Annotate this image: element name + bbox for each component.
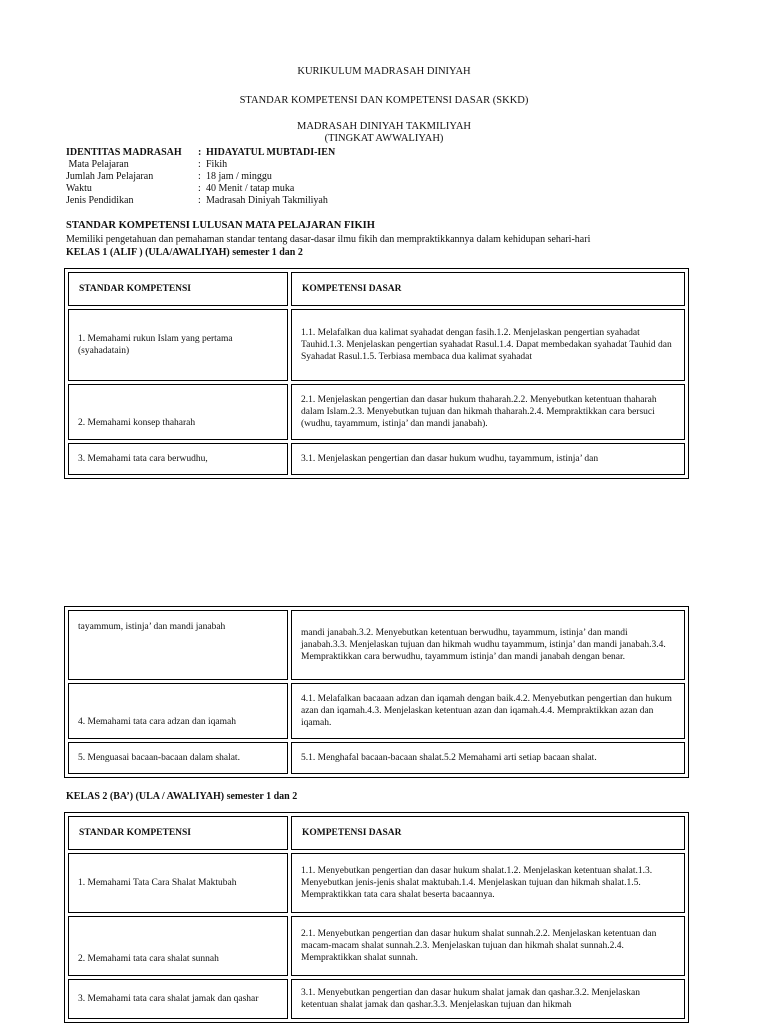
identity-value: HIDAYATUL MUBTADI-IEN — [206, 147, 336, 158]
identity-label: Mata Pelajaran — [66, 159, 129, 170]
table-row — [68, 384, 685, 440]
identity-row — [66, 183, 335, 195]
kelas1-table — [64, 268, 689, 479]
sk-cell: 1. Memahami Tata Cara Shalat Maktubah — [68, 853, 288, 913]
kelas1-table-continued — [64, 606, 689, 778]
kelas2-title: KELAS 2 (BA’) (ULA / AWALIYAH) semester 1 dan 2 — [66, 791, 298, 802]
skl-title: STANDAR KOMPETENSI LULUSAN MATA PELAJARAN FIKIH — [66, 220, 375, 231]
table-row — [68, 610, 685, 680]
table-header-row — [68, 816, 685, 850]
doc-title: KURIKULUM MADRASAH DINIYAH — [297, 66, 471, 77]
identity-label: Jenis Pendidikan — [66, 195, 134, 206]
identity-sep: : — [198, 159, 201, 170]
identity-label: IDENTITAS MADRASAH — [66, 147, 182, 158]
identity-value: 40 Menit / tatap muka — [206, 183, 295, 194]
skl-description: Memiliki pengetahuan dan pemahaman standar tentang dasar-dasar ilmu fikih dan mempraktikkannya dalam kehidupan sehari-hari — [66, 234, 591, 245]
kd-cell: 2.1. Menyebutkan pengertian dan dasar hukum shalat sunnah.2.2. Menjelaskan ketentuan dan macam-macam shalat sunnah.2.3. Menjelaskan tujuan dan hikmah shalat sunnah.2.4. Mempraktikkan shalat sunnah. — [291, 916, 685, 976]
table-row — [68, 683, 685, 739]
table-header-row — [68, 272, 685, 306]
sk-cell: 5. Menguasai bacaan-bacaan dalam shalat. — [68, 742, 288, 774]
identity-sep: : — [198, 147, 202, 158]
table-row — [68, 916, 685, 976]
identity-sep: : — [198, 183, 201, 194]
kd-cell: 3.1. Menjelaskan pengertian dan dasar hukum wudhu, tayammum, istinja’ dan — [291, 443, 685, 475]
doc-subtitle: STANDAR KOMPETENSI DAN KOMPETENSI DASAR (SKKD) — [239, 95, 529, 106]
kd-cell: 5.1. Menghafal bacaan-bacaan shalat.5.2 Memahami arti setiap bacaan shalat. — [291, 742, 685, 774]
level-name: (TINGKAT AWWALIYAH) — [324, 133, 444, 144]
sk-cell: 2. Memahami konsep thaharah — [68, 384, 288, 440]
header-cell-kd: KOMPETENSI DASAR — [291, 816, 685, 850]
sk-cell: 4. Memahami tata cara adzan dan iqamah — [68, 683, 288, 739]
institution-name: MADRASAH DINIYAH TAKMILIYAH — [297, 121, 471, 132]
table-row — [68, 853, 685, 913]
identity-row — [66, 159, 335, 171]
header-cell-kd: KOMPETENSI DASAR — [291, 272, 685, 306]
sk-cell: 2. Memahami tata cara shalat sunnah — [68, 916, 288, 976]
kd-cell: 1.1. Menyebutkan pengertian dan dasar hukum shalat.1.2. Menjelaskan ketentuan shalat.1.3. Menyebutkan jenis-jenis shalat maktubah.1.4. Menjelaskan tujuan dan hikmah shalat.1.5. Mempraktikkan tata cara shalat beserta bacaannya. — [291, 853, 685, 913]
identity-row — [66, 171, 335, 183]
table-row — [68, 979, 685, 1019]
sk-cell: 3. Memahami tata cara shalat jamak dan qashar — [68, 979, 288, 1019]
identity-value: Fikih — [206, 159, 228, 170]
sk-cell: 3. Memahami tata cara berwudhu, — [68, 443, 288, 475]
identity-sep: : — [198, 171, 201, 182]
identity-row — [66, 195, 335, 207]
identity-value: Madrasah Diniyah Takmiliyah — [206, 195, 328, 206]
identity-sep: : — [198, 195, 201, 206]
header-cell-sk: STANDAR KOMPETENSI — [68, 816, 288, 850]
header-cell-sk: STANDAR KOMPETENSI — [68, 272, 288, 306]
kelas1-title: KELAS 1 (ALIF ) (ULA/AWALIYAH) semester 1 dan 2 — [66, 247, 303, 258]
identity-value: 18 jam / minggu — [206, 171, 272, 182]
kd-cell: 1.1. Melafalkan dua kalimat syahadat dengan fasih.1.2. Menjelaskan pengertian syahadat Tauhid.1.3. Menjelaskan pengertian syahadat Rasul.1.4. Dapat membedakan syahadat Tauhid dan Syahadat Rasul.1.5. Terbiasa membaca dua kalimat syahadat — [291, 309, 685, 381]
identity-label: Waktu — [66, 183, 92, 194]
identity-block — [66, 147, 335, 207]
kd-cell: 3.1. Menyebutkan pengertian dan dasar hukum shalat jamak dan qashar.3.2. Menjelaskan ketentuan shalat jamak dan qashar.3.3. Menjelaskan tujuan dan hikmah — [291, 979, 685, 1019]
identity-row — [66, 147, 335, 159]
kd-cell: mandi janabah.3.2. Menyebutkan ketentuan berwudhu, tayammum, istinja’ dan mandi janabah.3.3. Menjelaskan tujuan dan hikmah wudhu tayammum, istinja’ dan mandi janabah.3.4. Mempraktikkan cara berwudhu, tayammum istinja’ dan mandi janabah dengan benar. — [291, 610, 685, 680]
sk-cell: 1. Memahami rukun Islam yang pertama (syahadatain) — [68, 309, 288, 381]
kd-cell: 2.1. Menjelaskan pengertian dan dasar hukum thaharah.2.2. Menyebutkan ketentuan thaharah dalam Islam.2.3. Menyebutkan tujuan dan hikmah thaharah.2.4. Mempraktikkan cara bersuci (wudhu, tayammum, istinja’ dan mandi janabah). — [291, 384, 685, 440]
kelas2-table — [64, 812, 689, 1023]
table-row — [68, 742, 685, 774]
kd-cell: 4.1. Melafalkan bacaaan adzan dan iqamah dengan baik.4.2. Menyebutkan pengertian dan hukum azan dan iqamah.4.3. Menjelaskan ketentuan azan dan iqamah.4.4. Mempraktikkan azan dan iqamah. — [291, 683, 685, 739]
table-row — [68, 309, 685, 381]
table-row — [68, 443, 685, 475]
sk-cell: tayammum, istinja’ dan mandi janabah — [68, 610, 288, 680]
identity-label: Jumlah Jam Pelajaran — [66, 171, 154, 182]
